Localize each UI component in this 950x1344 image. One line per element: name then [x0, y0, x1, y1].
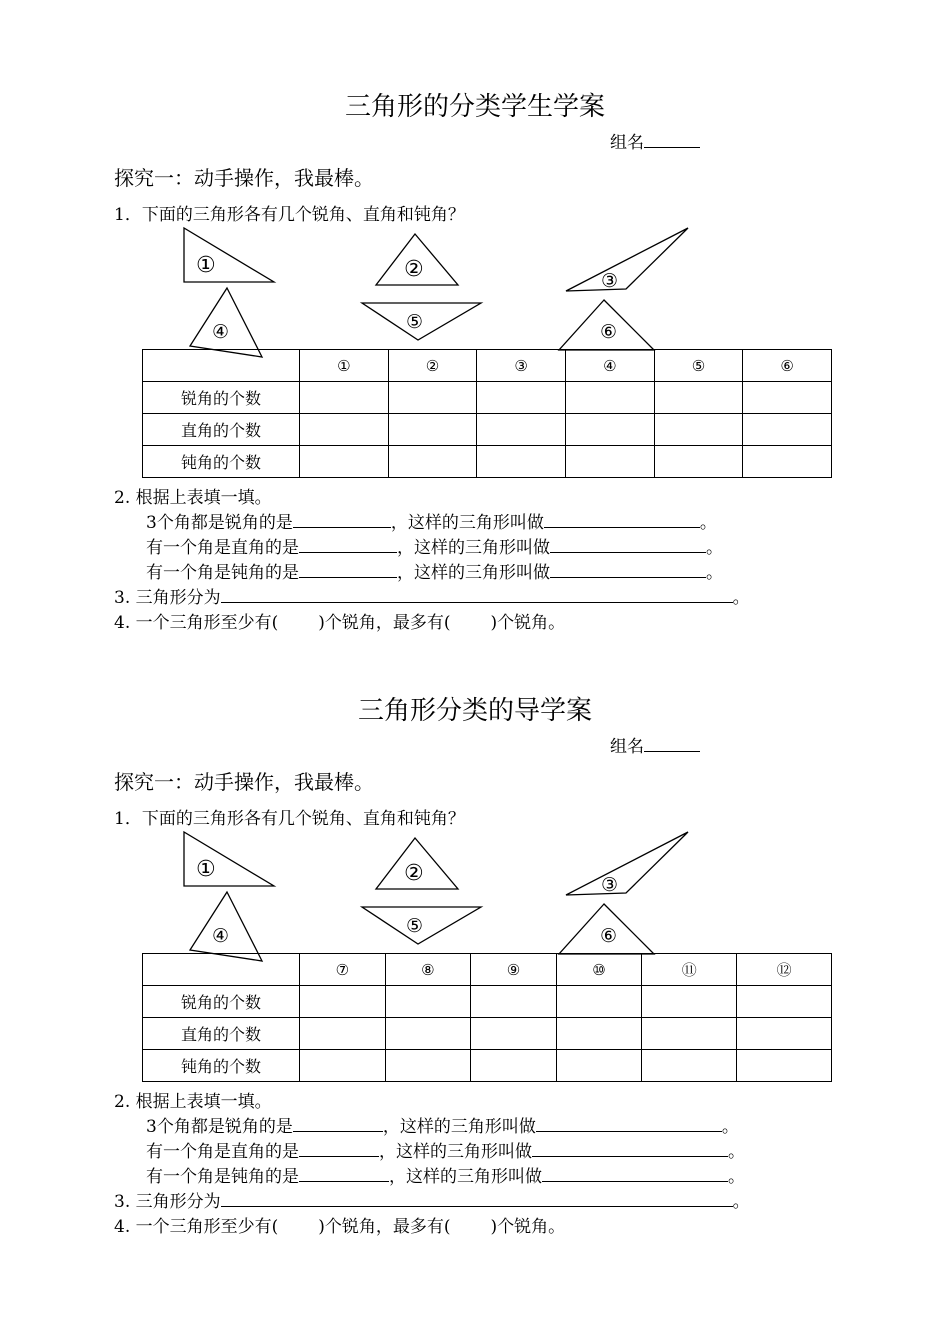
table-header-cell: ⑦ — [300, 954, 386, 986]
triangle-2-label: ② — [404, 861, 424, 886]
angle-count-table — [142, 349, 832, 478]
answer-cell[interactable] — [300, 986, 386, 1018]
triangle-6-label: ⑥ — [600, 321, 618, 343]
row-label-right: 直角的个数 — [143, 1018, 300, 1050]
triangle-5-label: ⑤ — [406, 311, 424, 333]
answer-blank[interactable] — [299, 1166, 389, 1182]
answer-blank[interactable] — [544, 512, 700, 528]
table-header-row — [143, 350, 832, 382]
answer-cell[interactable] — [477, 446, 566, 478]
table-corner-cell — [143, 350, 300, 382]
answer-cell[interactable] — [565, 446, 654, 478]
question-4: 4. 一个三角形至少有( )个锐角，最多有( )个锐角。 — [114, 1217, 566, 1237]
q2-line-right: 有一个角是直角的是 ，这样的三角形叫做 。 — [146, 538, 723, 558]
table-header-cell: ③ — [477, 350, 566, 382]
answer-cell[interactable] — [743, 382, 832, 414]
answer-cell[interactable] — [654, 414, 743, 446]
answer-cell[interactable] — [388, 446, 477, 478]
answer-blank[interactable] — [532, 1141, 728, 1157]
table-header-cell: ⑪ — [642, 954, 737, 986]
answer-blank[interactable] — [293, 512, 391, 528]
answer-cell[interactable] — [388, 382, 477, 414]
q2-line-acute: 3个角都是锐角的是 ，这样的三角形叫做 。 — [146, 1117, 739, 1137]
table-corner-cell — [143, 954, 300, 986]
answer-cell[interactable] — [642, 986, 737, 1018]
worksheet-section-1 — [0, 0, 950, 640]
table-header-cell: ② — [388, 350, 477, 382]
table-header-row — [143, 954, 832, 986]
answer-blank[interactable] — [221, 1191, 733, 1207]
answer-cell[interactable] — [556, 1050, 642, 1082]
triangle-figures — [0, 0, 950, 360]
answer-blank[interactable] — [293, 1116, 383, 1132]
question-3: 3. 三角形分为 。 — [114, 1192, 750, 1212]
answer-cell[interactable] — [654, 382, 743, 414]
triangle-2-label: ② — [404, 257, 424, 282]
table-row — [143, 382, 832, 414]
question-1: 1．下面的三角形各有几个锐角、直角和钝角？ — [114, 809, 465, 829]
answer-blank[interactable] — [299, 1141, 379, 1157]
answer-cell[interactable] — [556, 986, 642, 1018]
table-header-cell: ⑧ — [385, 954, 471, 986]
row-label-acute: 锐角的个数 — [143, 382, 300, 414]
answer-cell[interactable] — [743, 446, 832, 478]
triangle-3-label: ③ — [601, 874, 619, 896]
triangle-3 — [566, 228, 688, 291]
row-label-obtuse: 钝角的个数 — [143, 446, 300, 478]
table-row — [143, 1050, 832, 1082]
question-2: 2. 根据上表填一填。 — [114, 1092, 272, 1112]
answer-blank[interactable] — [299, 562, 397, 578]
worksheet-title: 三角形的分类学生学案 — [344, 92, 605, 122]
answer-cell[interactable] — [556, 1018, 642, 1050]
answer-blank[interactable] — [550, 537, 706, 553]
triangle-3-label: ③ — [601, 270, 619, 292]
triangle-4-label: ④ — [212, 925, 230, 947]
answer-cell[interactable] — [654, 446, 743, 478]
q2-line-obtuse: 有一个角是钝角的是 ，这样的三角形叫做 。 — [146, 1167, 745, 1187]
answer-cell[interactable] — [300, 382, 389, 414]
answer-cell[interactable] — [300, 1018, 386, 1050]
answer-cell[interactable] — [385, 1018, 471, 1050]
table-header-cell: ⑤ — [654, 350, 743, 382]
triangle-figures — [0, 604, 950, 964]
row-label-right: 直角的个数 — [143, 414, 300, 446]
q2-line-acute: 3个角都是锐角的是 ，这样的三角形叫做 。 — [146, 513, 717, 533]
group-name-field: 组名 — [610, 732, 700, 757]
worksheet-section-2 — [0, 604, 950, 1244]
table-row — [143, 986, 832, 1018]
table-header-cell: ① — [300, 350, 389, 382]
triangle-1-label: ① — [196, 253, 216, 278]
answer-blank[interactable] — [221, 587, 733, 603]
worksheet-title: 三角形分类的导学案 — [357, 696, 592, 726]
triangle-3 — [566, 832, 688, 895]
q2-line-right: 有一个角是直角的是 ，这样的三角形叫做 。 — [146, 1142, 745, 1162]
row-label-obtuse: 钝角的个数 — [143, 1050, 300, 1082]
question-1: 1．下面的三角形各有几个锐角、直角和钝角？ — [114, 205, 465, 225]
table-header-cell: ⑫ — [737, 954, 832, 986]
answer-blank[interactable] — [299, 537, 397, 553]
answer-cell[interactable] — [300, 446, 389, 478]
group-name-field: 组名 — [610, 128, 700, 153]
table-row — [143, 446, 832, 478]
table-header-cell: ⑩ — [556, 954, 642, 986]
explore-heading: 探究一：动手操作，我最棒。 — [114, 166, 374, 190]
row-label-acute: 锐角的个数 — [143, 986, 300, 1018]
table-row — [143, 1018, 832, 1050]
answer-cell[interactable] — [388, 414, 477, 446]
question-4: 4. 一个三角形至少有( )个锐角，最多有( )个锐角。 — [114, 613, 566, 633]
answer-cell[interactable] — [743, 414, 832, 446]
answer-cell[interactable] — [477, 382, 566, 414]
answer-cell[interactable] — [565, 382, 654, 414]
table-row — [143, 414, 832, 446]
answer-cell[interactable] — [737, 986, 832, 1018]
answer-cell[interactable] — [471, 1050, 557, 1082]
answer-cell[interactable] — [471, 986, 557, 1018]
answer-cell[interactable] — [385, 986, 471, 1018]
answer-cell[interactable] — [737, 1018, 832, 1050]
question-3: 3. 三角形分为 。 — [114, 588, 750, 608]
q2-line-obtuse: 有一个角是钝角的是 ，这样的三角形叫做 。 — [146, 563, 723, 583]
explore-heading: 探究一：动手操作，我最棒。 — [114, 770, 374, 794]
answer-blank[interactable] — [550, 562, 706, 578]
answer-cell[interactable] — [642, 1050, 737, 1082]
table-header-cell: ⑥ — [743, 350, 832, 382]
triangle-1-label: ① — [196, 857, 216, 882]
triangle-4-label: ④ — [212, 321, 230, 343]
question-2: 2. 根据上表填一填。 — [114, 488, 272, 508]
answer-cell[interactable] — [385, 1050, 471, 1082]
answer-blank[interactable] — [536, 1116, 722, 1132]
answer-cell[interactable] — [477, 414, 566, 446]
answer-cell[interactable] — [737, 1050, 832, 1082]
triangle-5-label: ⑤ — [406, 915, 424, 937]
answer-cell[interactable] — [300, 414, 389, 446]
answer-cell[interactable] — [471, 1018, 557, 1050]
answer-cell[interactable] — [565, 414, 654, 446]
answer-blank[interactable] — [542, 1166, 728, 1182]
answer-cell[interactable] — [300, 1050, 386, 1082]
triangle-6-label: ⑥ — [600, 925, 618, 947]
answer-cell[interactable] — [642, 1018, 737, 1050]
table-header-cell: ⑨ — [471, 954, 557, 986]
table-header-cell: ④ — [565, 350, 654, 382]
angle-count-table — [142, 953, 832, 1082]
